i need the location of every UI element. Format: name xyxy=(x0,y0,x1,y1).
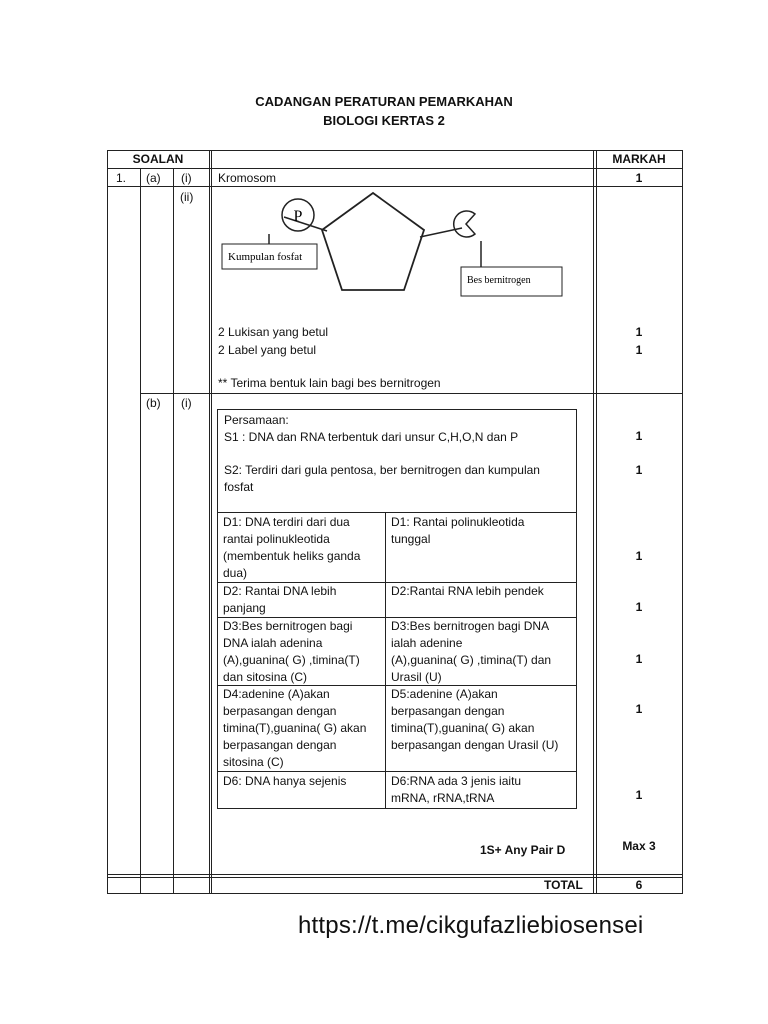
dna-difference-d4: D4:adenine (A)akan berpasangan dengan timina(T),guanina( G) akan berpasangan dengan sitosina (C) xyxy=(223,687,367,769)
phosphate-symbol: P xyxy=(293,208,303,225)
dna-difference-d2: D2: Rantai DNA lebih panjang xyxy=(223,584,337,615)
nucleotide-diagram xyxy=(213,188,593,308)
total-value: 6 xyxy=(635,878,643,892)
drawing-criteria: 2 Lukisan yang betul xyxy=(218,325,329,339)
rna-difference-d3: D3:Bes bernitrogen bagi DNA ialah adenine (A),guanina( G) ,timina(T) dan Urasil (U) xyxy=(391,619,552,684)
page-title: CADANGAN PERATURAN PEMARKAHAN xyxy=(255,94,513,109)
question-part-b: (b) xyxy=(146,396,161,410)
mark: 1 xyxy=(635,788,643,802)
similarity-s2: S2: Terdiri dari gula pentosa, ber bernitrogen dan kumpulan xyxy=(224,463,540,477)
rna-difference-d1: D1: Rantai polinukleotida tunggal xyxy=(391,515,525,546)
subpart-i: (i) xyxy=(181,396,192,410)
rna-difference-d2: D2:Rantai RNA lebih pendek xyxy=(391,584,544,598)
page-subtitle: BIOLOGI KERTAS 2 xyxy=(323,113,445,128)
question-part-a: (a) xyxy=(146,171,161,185)
total-label: TOTAL xyxy=(544,878,583,892)
rna-difference-d6: D6:RNA ada 3 jenis iaitu mRNA, rRNA,tRNA xyxy=(391,774,522,805)
subpart-i: (i) xyxy=(181,171,192,185)
mark: 1 xyxy=(635,549,643,563)
dna-difference-d1: D1: DNA terdiri dari dua rantai polinukleotida (membentuk heliks ganda dua) xyxy=(223,515,361,580)
dna-difference-d3: D3:Bes bernitrogen bagi DNA ialah adenina (A),guanina( G) ,timina(T) dan sitosina (C) xyxy=(223,619,360,684)
acceptance-note: ** Terima bentuk lain bagi bes bernitrogen xyxy=(218,376,441,390)
pentose-sugar-pentagon xyxy=(322,193,424,290)
mark: 1 xyxy=(635,343,643,357)
mark: 1 xyxy=(635,600,643,614)
mark: 1 xyxy=(635,652,643,666)
dna-difference-d6: D6: DNA hanya sejenis xyxy=(223,774,347,788)
subpart-ii: (ii) xyxy=(180,190,194,204)
comparison-table xyxy=(217,409,577,809)
mark: 1 xyxy=(635,463,643,477)
base-label: Bes bernitrogen xyxy=(467,275,531,286)
similarity-s1: S1 : DNA dan RNA terbentuk dari unsur C,H,O,N dan P xyxy=(224,430,519,444)
scoring-rule: 1S+ Any Pair D xyxy=(480,843,566,857)
nitrogenous-base-shape xyxy=(454,211,475,237)
markah-header: MARKAH xyxy=(612,152,666,166)
max-mark: Max 3 xyxy=(622,839,656,853)
question-number: 1. xyxy=(116,171,127,185)
mark: 1 xyxy=(635,325,643,339)
soalan-header: SOALAN xyxy=(132,152,184,166)
similarity-heading: Persamaan: xyxy=(224,413,289,427)
mark: 1 xyxy=(635,171,643,185)
telegram-link[interactable]: https://t.me/cikgufazliebiosensei xyxy=(298,912,644,939)
mark: 1 xyxy=(635,702,643,716)
phosphate-label: Kumpulan fosfat xyxy=(228,251,303,263)
mark: 1 xyxy=(635,429,643,443)
similarity-s2-cont: fosfat xyxy=(224,480,254,494)
rna-difference-d5: D5:adenine (A)akan berpasangan dengan timina(T),guanina( G) akan berpasangan dengan Urasil (U) xyxy=(391,687,559,752)
answer-kromosom: Kromosom xyxy=(218,171,277,185)
label-criteria: 2 Label yang betul xyxy=(218,343,317,357)
